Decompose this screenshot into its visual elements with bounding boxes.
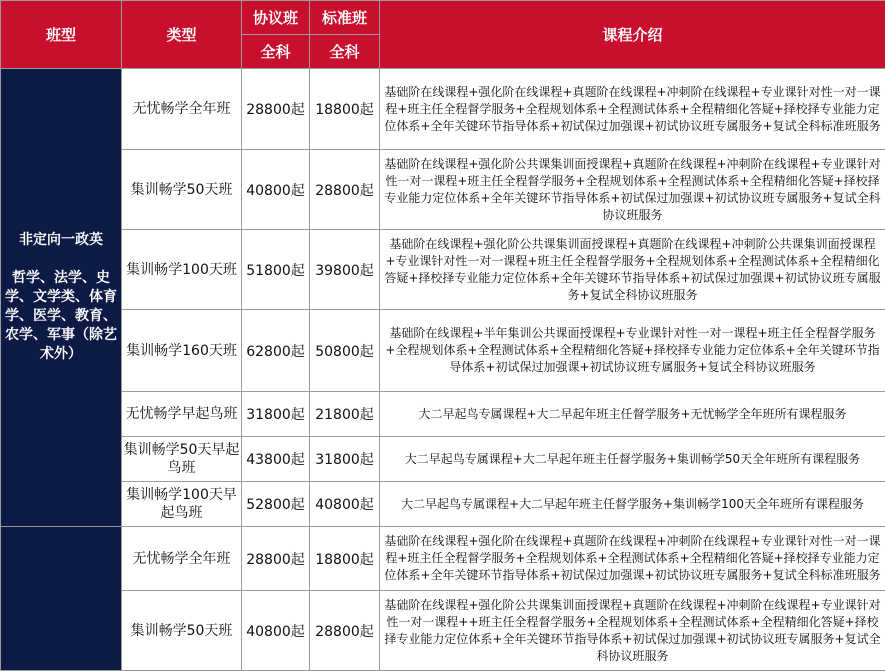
- standard-price-cell: 28800起: [310, 591, 380, 671]
- table-row: [1, 310, 885, 392]
- standard-price-cell: 40800起: [310, 482, 380, 527]
- agreement-price-cell: 43800起: [242, 437, 310, 482]
- group-label-second: [1, 527, 122, 671]
- course-intro-cell: 基础阶在线课程+强化阶公共课集训面授课程+真题阶在线课程+冲刺阶公共课集训面授课程+专业课针对性一对一课程+班主任全程督学服务+全程规划体系+全程测试体系+全程精细化答疑+择校择专业能力定位体系+全年关键环节指导体系+初试保过加强课+初试协议班专属服务+复试全科协议班服务: [380, 230, 885, 310]
- group-title: 非定向一政英: [1, 231, 121, 250]
- standard-price-cell: 31800起: [310, 437, 380, 482]
- standard-price-cell: 18800起: [310, 527, 380, 591]
- course-intro-cell: 大二早起鸟专属课程+大二早起年班主任督学服务+集训畅学100天全年班所有课程服务: [380, 482, 885, 527]
- agreement-price-cell: 40800起: [242, 591, 310, 671]
- header-category: 类型: [122, 1, 242, 69]
- table-row: [1, 392, 885, 437]
- agreement-price-cell: 52800起: [242, 482, 310, 527]
- header-class-type: 班型: [1, 1, 122, 69]
- agreement-price-cell: 62800起: [242, 310, 310, 392]
- class-type-cell: 集训畅学160天班: [122, 310, 242, 392]
- agreement-price-cell: 51800起: [242, 230, 310, 310]
- header-agreement-class: 协议班: [242, 1, 310, 35]
- table-row: [1, 230, 885, 310]
- course-intro-cell: 基础阶在线课程+强化阶公共课集训面授课程+真题阶在线课程+冲刺阶在线课程+专业课针对性一对一课程++班主任全程督学服务+全程规划体系+全程测试体系+全程精细化答疑+择校择专业能力定位体系+全年关键环节指导体系+初试保过加强课+初试协议班专属服务+复试全科协议班服务: [380, 591, 885, 671]
- course-intro-cell: 基础阶在线课程+强化阶公共课集训面授课程+真题阶在线课程+冲刺阶在线课程+专业课针对性一对一课程+班主任全程督学服务+全程规划体系+全程测试体系+全程精细化答疑+择校择专业能力定位体系+全年关键环节指导体系+初试保过加强课+初试协议班专属服务+复试全科协议班服务: [380, 150, 885, 230]
- class-type-cell: 集训畅学50天早起鸟班: [122, 437, 242, 482]
- class-type-cell: 无忧畅学全年班: [122, 69, 242, 150]
- course-intro-cell: 大二早起鸟专属课程+大二早起年班主任督学服务+无忧畅学全年班所有课程服务: [380, 392, 885, 437]
- course-intro-cell: 基础阶在线课程+半年集训公共课面授课程+专业课针对性一对一课程+班主任全程督学服务+全程规划体系+全程测试体系+全程精细化答疑+择校择专业能力定位体系+全年关键环节指导体系+初试保过加强课+初试协议班专属服务+复试全科协议班服务: [380, 310, 885, 392]
- agreement-price-cell: 31800起: [242, 392, 310, 437]
- table-row: [1, 150, 885, 230]
- class-type-cell: 无忧畅学全年班: [122, 527, 242, 591]
- table-row: [1, 527, 885, 591]
- standard-price-cell: 39800起: [310, 230, 380, 310]
- class-type-cell: 无忧畅学早起鸟班: [122, 392, 242, 437]
- group-label-non-directional: [1, 69, 122, 527]
- class-type-cell: 集训畅学100天早起鸟班: [122, 482, 242, 527]
- header-standard-class: 标准班: [310, 1, 380, 35]
- standard-price-cell: 18800起: [310, 69, 380, 150]
- agreement-price-cell: 40800起: [242, 150, 310, 230]
- agreement-price-cell: 28800起: [242, 527, 310, 591]
- course-intro-cell: 大二早起鸟专属课程+大二早起年班主任督学服务+集训畅学50天全年班所有课程服务: [380, 437, 885, 482]
- table-row: [1, 482, 885, 527]
- standard-price-cell: 21800起: [310, 392, 380, 437]
- class-type-cell: 集训畅学50天班: [122, 591, 242, 671]
- table-row: [1, 69, 885, 150]
- header-all-subjects-agreement: 全科: [242, 35, 310, 69]
- table-row: [1, 437, 885, 482]
- course-intro-cell: 基础阶在线课程+强化阶在线课程+真题阶在线课程+冲刺阶在线课程+专业课针对性一对一课程+班主任全程督学服务+全程规划体系+全程测试体系+全程精细化答疑+择校择专业能力定位体系+全年关键环节指导体系+初试保过加强课+初试协议班专属服务+复试全科标准班服务: [380, 69, 885, 150]
- standard-price-cell: 28800起: [310, 150, 380, 230]
- course-intro-cell: 基础阶在线课程+强化阶在线课程+真题阶在线课程+冲刺阶在线课程+专业课针对性一对一课程+班主任全程督学服务+全程规划体系+全程测试体系+全程精细化答疑+择校择专业能力定位体系+全年关键环节指导体系+初试保过加强课+初试协议班专属服务+复试全科标准班服务: [380, 527, 885, 591]
- header-course-intro: 课程介绍: [380, 1, 885, 69]
- agreement-price-cell: 28800起: [242, 69, 310, 150]
- standard-price-cell: 50800起: [310, 310, 380, 392]
- header-all-subjects-standard: 全科: [310, 35, 380, 69]
- class-type-cell: 集训畅学50天班: [122, 150, 242, 230]
- group-subtitle: 哲学、法学、史学、文学类、体育学、医学、教育、农学、军事（除艺术外）: [1, 269, 121, 364]
- class-type-cell: 集训畅学100天班: [122, 230, 242, 310]
- table-row: [1, 591, 885, 671]
